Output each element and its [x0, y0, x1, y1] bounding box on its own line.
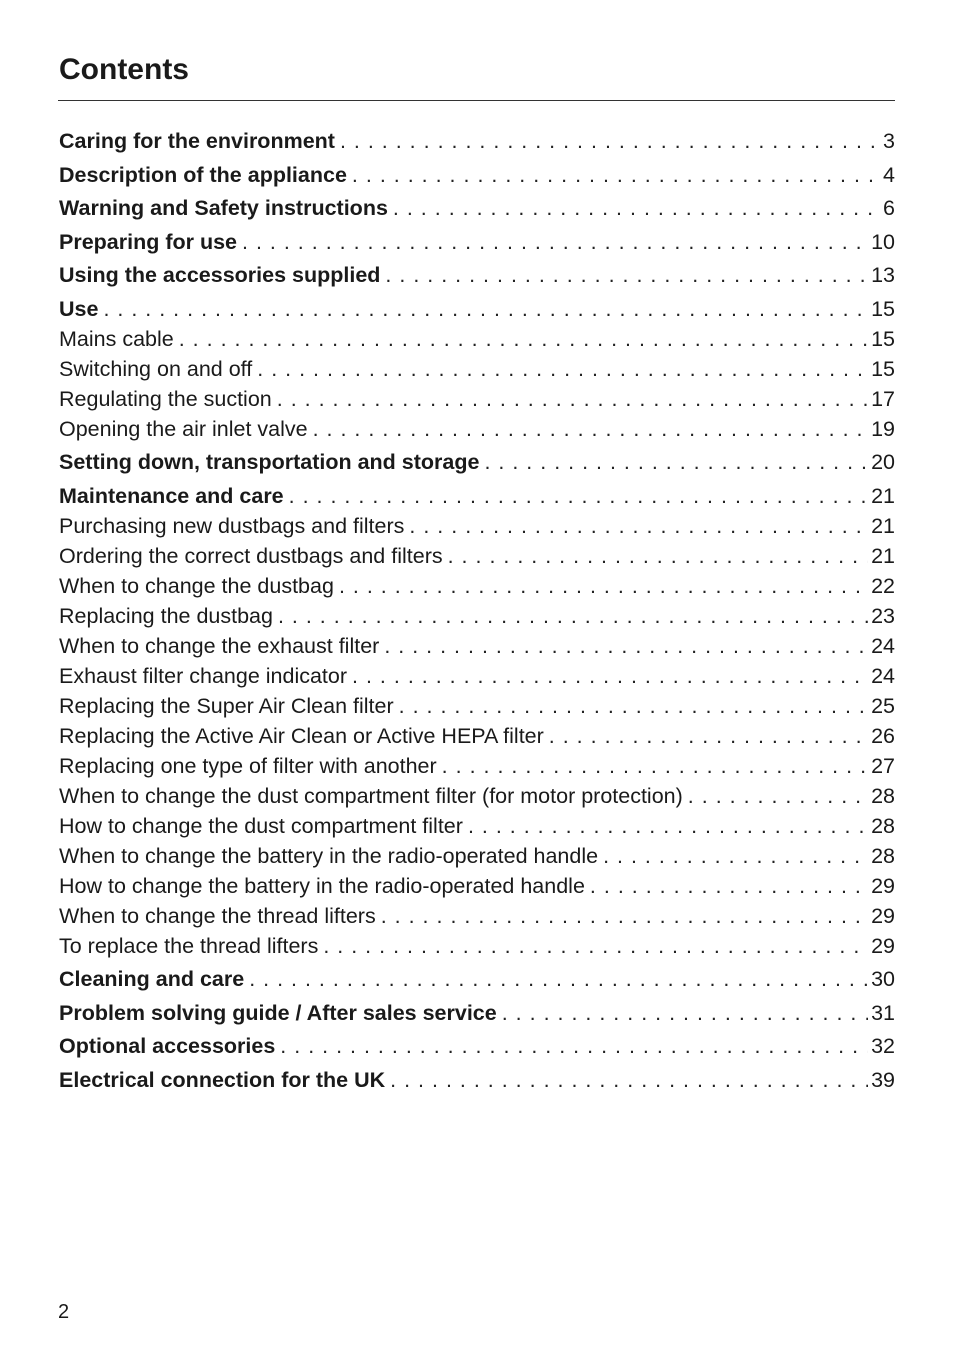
toc-subsection-entry[interactable]: [59, 384, 895, 414]
toc-entry-page: 6: [883, 196, 895, 220]
toc-subsection-entry[interactable]: [59, 631, 895, 661]
page-title: Contents: [59, 53, 189, 86]
toc-subsection-entry[interactable]: [59, 931, 895, 961]
toc-section-entry[interactable]: [59, 481, 895, 511]
toc-dot-leader: [289, 481, 868, 511]
toc-subsection-entry[interactable]: [59, 324, 895, 354]
toc-subsection-entry[interactable]: [59, 571, 895, 601]
toc-entry-title: When to change the dustbag: [59, 573, 334, 598]
toc-entry-title: Replacing the Super Air Clean filter: [59, 693, 394, 718]
toc-entry-page: 10: [871, 229, 895, 254]
toc-entry-page: 28: [871, 813, 895, 838]
toc-section-entry[interactable]: [59, 1065, 895, 1095]
toc-entry-title: Replacing the dustbag: [59, 603, 273, 628]
toc-section-entry[interactable]: [59, 193, 895, 223]
toc-dot-leader: [385, 260, 868, 290]
toc-entry-page: 29: [871, 903, 895, 928]
toc-dot-leader: [603, 841, 868, 871]
toc-entry-page: 26: [871, 723, 895, 748]
toc-entry-page: 39: [871, 1067, 895, 1092]
toc-entry-title: Regulating the suction: [59, 386, 272, 411]
toc-entry-page: 15: [871, 326, 895, 351]
toc-entry-title: Optional accessories: [59, 1034, 276, 1058]
toc-section-entry[interactable]: [59, 294, 895, 324]
toc-dot-leader: [278, 601, 868, 631]
toc-dot-leader: [549, 721, 868, 751]
toc-dot-leader: [339, 571, 868, 601]
toc-section-entry[interactable]: [59, 227, 895, 257]
toc-entry-title: Opening the air inlet valve: [59, 416, 308, 441]
toc-entry-title: Maintenance and care: [59, 483, 284, 508]
toc-section-entry[interactable]: [59, 964, 895, 994]
toc-entry-page: 13: [871, 263, 895, 287]
toc-entry-title: Description of the appliance: [59, 162, 347, 187]
toc-entry-title: Preparing for use: [59, 229, 238, 254]
toc-entry-title: Exhaust filter change indicator: [59, 663, 348, 688]
title-divider: [58, 100, 895, 101]
toc-dot-leader: [352, 661, 868, 691]
toc-entry-title: Ordering the correct dustbags and filters: [59, 543, 443, 568]
toc-dot-leader: [280, 1031, 868, 1061]
toc-subsection-entry[interactable]: [59, 661, 895, 691]
toc-entry-page: 28: [871, 843, 895, 868]
toc-subsection-entry[interactable]: [59, 354, 895, 384]
toc-dot-leader: [484, 447, 868, 477]
toc-entry-title: Using the accessories supplied: [59, 263, 381, 287]
toc-entry-page: 25: [871, 693, 895, 718]
toc-entry-page: 29: [871, 873, 895, 898]
toc-dot-leader: [384, 631, 868, 661]
toc-entry-page: 29: [871, 933, 895, 958]
toc-entry-page: 4: [883, 162, 895, 187]
toc-subsection-entry[interactable]: [59, 871, 895, 901]
toc-dot-leader: [390, 1065, 868, 1095]
toc-entry-title: Warning and Safety instructions: [59, 196, 388, 220]
toc-subsection-entry[interactable]: [59, 781, 895, 811]
toc-entry-page: 24: [871, 633, 895, 658]
toc-entry-page: 21: [871, 513, 895, 538]
toc-subsection-entry[interactable]: [59, 901, 895, 931]
toc-section-entry[interactable]: [59, 260, 895, 290]
toc-subsection-entry[interactable]: [59, 601, 895, 631]
toc-section-entry[interactable]: [59, 998, 895, 1028]
toc-entry-title: Switching on and off: [59, 356, 253, 381]
toc-dot-leader: [313, 414, 868, 444]
toc-entry-title: When to change the dust compartment filter (for motor protection): [59, 783, 683, 808]
toc-subsection-entry[interactable]: [59, 751, 895, 781]
toc-entry-page: 28: [871, 783, 895, 808]
toc-entry-page: 32: [871, 1034, 895, 1058]
toc-entry-title: Cleaning and care: [59, 967, 245, 991]
table-of-contents: [59, 126, 895, 1095]
toc-subsection-entry[interactable]: [59, 841, 895, 871]
toc-entry-title: Use: [59, 296, 99, 321]
toc-entry-title: Electrical connection for the UK: [59, 1067, 386, 1092]
toc-dot-leader: [399, 691, 868, 721]
toc-entry-page: 27: [871, 753, 895, 778]
toc-dot-leader: [323, 931, 868, 961]
toc-dot-leader: [242, 227, 868, 257]
toc-dot-leader: [393, 193, 880, 223]
toc-entry-title: Purchasing new dustbags and filters: [59, 513, 405, 538]
toc-dot-leader: [257, 354, 868, 384]
toc-entry-page: 22: [871, 573, 895, 598]
toc-subsection-entry[interactable]: [59, 721, 895, 751]
toc-entry-page: 21: [871, 543, 895, 568]
toc-subsection-entry[interactable]: [59, 511, 895, 541]
toc-dot-leader: [249, 964, 868, 994]
toc-entry-page: 3: [883, 129, 895, 153]
toc-entry-title: Replacing one type of filter with another: [59, 753, 437, 778]
toc-entry-title: Problem solving guide / After sales service: [59, 1000, 497, 1025]
toc-dot-leader: [468, 811, 868, 841]
toc-entry-title: How to change the battery in the radio-operated handle: [59, 873, 585, 898]
toc-subsection-entry[interactable]: [59, 541, 895, 571]
toc-entry-page: 31: [871, 1000, 895, 1025]
toc-section-entry[interactable]: [59, 447, 895, 477]
toc-subsection-entry[interactable]: [59, 414, 895, 444]
toc-dot-leader: [409, 511, 868, 541]
toc-entry-title: Replacing the Active Air Clean or Active HEPA filter: [59, 723, 544, 748]
toc-dot-leader: [381, 901, 868, 931]
toc-dot-leader: [442, 751, 868, 781]
page-number: 2: [58, 1301, 70, 1323]
toc-entry-title: When to change the battery in the radio-operated handle: [59, 843, 599, 868]
toc-dot-leader: [502, 998, 868, 1028]
toc-section-entry[interactable]: [59, 126, 895, 156]
toc-entry-title: How to change the dust compartment filter: [59, 813, 463, 838]
toc-entry-title: Mains cable: [59, 326, 174, 351]
toc-section-entry[interactable]: [59, 160, 895, 190]
toc-entry-title: Caring for the environment: [59, 129, 335, 153]
toc-entry-page: 21: [871, 483, 895, 508]
toc-entry-page: 17: [871, 386, 895, 411]
toc-entry-page: 15: [871, 356, 895, 381]
toc-section-entry[interactable]: [59, 1031, 895, 1061]
toc-entry-page: 15: [871, 296, 895, 321]
toc-entry-page: 24: [871, 663, 895, 688]
toc-dot-leader: [352, 160, 880, 190]
toc-dot-leader: [103, 294, 868, 324]
toc-subsection-entry[interactable]: [59, 811, 895, 841]
toc-entry-title: When to change the exhaust filter: [59, 633, 380, 658]
toc-entry-page: 30: [871, 967, 895, 991]
toc-dot-leader: [340, 126, 880, 156]
toc-entry-title: To replace the thread lifters: [59, 933, 319, 958]
toc-entry-page: 20: [871, 450, 895, 474]
toc-subsection-entry[interactable]: [59, 691, 895, 721]
toc-dot-leader: [590, 871, 868, 901]
toc-dot-leader: [179, 324, 868, 354]
toc-dot-leader: [277, 384, 868, 414]
toc-entry-page: 19: [871, 416, 895, 441]
toc-entry-page: 23: [871, 603, 895, 628]
toc-dot-leader: [448, 541, 868, 571]
toc-entry-title: Setting down, transportation and storage: [59, 450, 480, 474]
toc-entry-title: When to change the thread lifters: [59, 903, 376, 928]
toc-dot-leader: [688, 781, 868, 811]
